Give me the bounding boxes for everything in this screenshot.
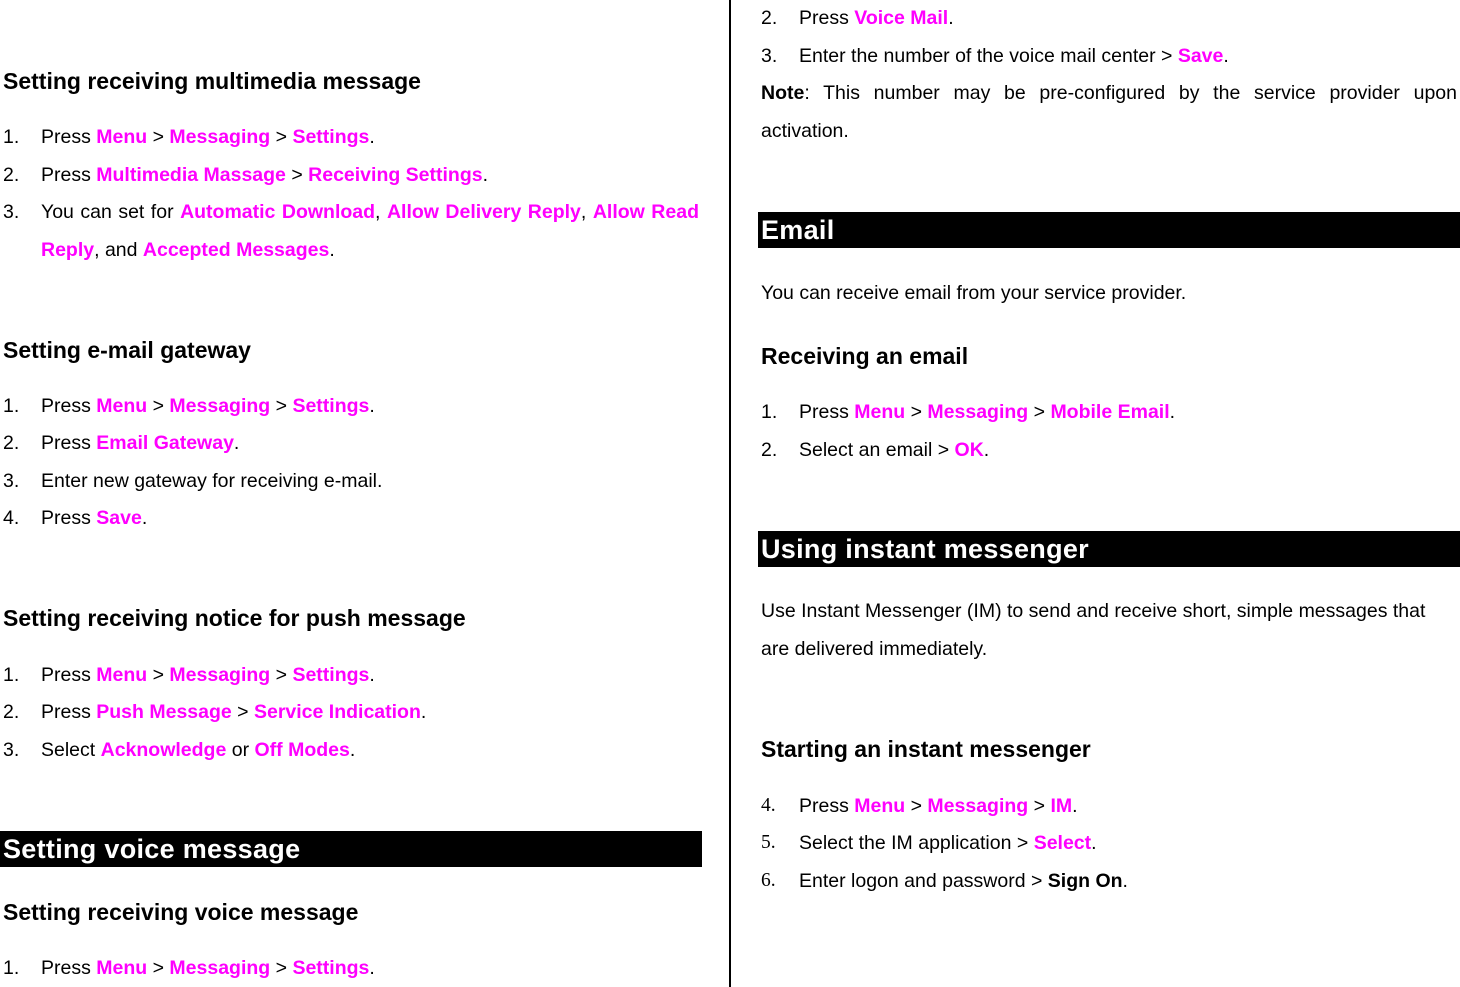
column-divider bbox=[729, 0, 731, 987]
messaging-key: Messaging bbox=[169, 395, 271, 417]
menu-key: Menu bbox=[854, 401, 906, 423]
messaging-key: Messaging bbox=[169, 664, 271, 686]
section-bar-voice-message: Setting voice message bbox=[0, 831, 702, 867]
heading-receiving-voice: Setting receiving voice message bbox=[3, 899, 359, 925]
multimedia-massage-key: Multimedia Massage bbox=[96, 164, 286, 186]
note-paragraph: Note: This number may be pre-configured by the service provider upon activation. bbox=[761, 82, 1457, 142]
settings-key: Settings bbox=[292, 126, 370, 148]
section-bar-email: Email bbox=[758, 212, 1460, 248]
menu-key: Menu bbox=[854, 795, 906, 817]
acknowledge-key: Acknowledge bbox=[100, 739, 227, 761]
allow-read-reply-key: Allow Read Reply bbox=[41, 201, 699, 261]
heading-receiving-email: Receiving an email bbox=[761, 343, 969, 369]
heading-multimedia: Setting receiving multimedia message bbox=[3, 68, 421, 94]
push-message-key: Push Message bbox=[96, 701, 232, 723]
menu-key: Menu bbox=[96, 957, 148, 979]
off-modes-key: Off Modes bbox=[254, 739, 350, 761]
ok-key: OK bbox=[954, 439, 984, 461]
automatic-download-key: Automatic Download bbox=[180, 201, 376, 223]
save-key: Save bbox=[1177, 45, 1224, 67]
messaging-key: Messaging bbox=[927, 795, 1029, 817]
allow-delivery-reply-key: Allow Delivery Reply bbox=[386, 201, 581, 223]
service-indication-key: Service Indication bbox=[253, 701, 421, 723]
im-key: IM bbox=[1050, 795, 1073, 817]
heading-email-gateway: Setting e-mail gateway bbox=[3, 337, 251, 363]
email-gateway-key: Email Gateway bbox=[96, 432, 234, 454]
settings-key: Settings bbox=[292, 664, 370, 686]
receiving-settings-key: Receiving Settings bbox=[308, 164, 483, 186]
save-key: Save bbox=[96, 507, 142, 529]
menu-key: Menu bbox=[96, 664, 148, 686]
heading-starting-im: Starting an instant messenger bbox=[761, 736, 1091, 762]
section-bar-instant-messenger: Using instant messenger bbox=[758, 531, 1460, 567]
accepted-messages-key: Accepted Messages bbox=[142, 239, 330, 261]
settings-key: Settings bbox=[292, 395, 370, 417]
voice-mail-key: Voice Mail bbox=[854, 7, 949, 29]
heading-push-message: Setting receiving notice for push message bbox=[3, 605, 466, 631]
menu-key: Menu bbox=[96, 126, 148, 148]
email-intro: You can receive email from your service provider. bbox=[761, 282, 1187, 304]
mobile-email-key: Mobile Email bbox=[1050, 401, 1170, 423]
sign-on-key: Sign On bbox=[1047, 870, 1123, 892]
note-label: Note bbox=[761, 82, 805, 104]
settings-key: Settings bbox=[292, 957, 370, 979]
menu-key: Menu bbox=[96, 395, 148, 417]
messaging-key: Messaging bbox=[169, 126, 271, 148]
im-intro: Use Instant Messenger (IM) to send and receive short, simple messages that are delivered immediately. bbox=[761, 600, 1426, 660]
messaging-key: Messaging bbox=[169, 957, 271, 979]
messaging-key: Messaging bbox=[927, 401, 1029, 423]
select-key: Select bbox=[1033, 832, 1092, 854]
